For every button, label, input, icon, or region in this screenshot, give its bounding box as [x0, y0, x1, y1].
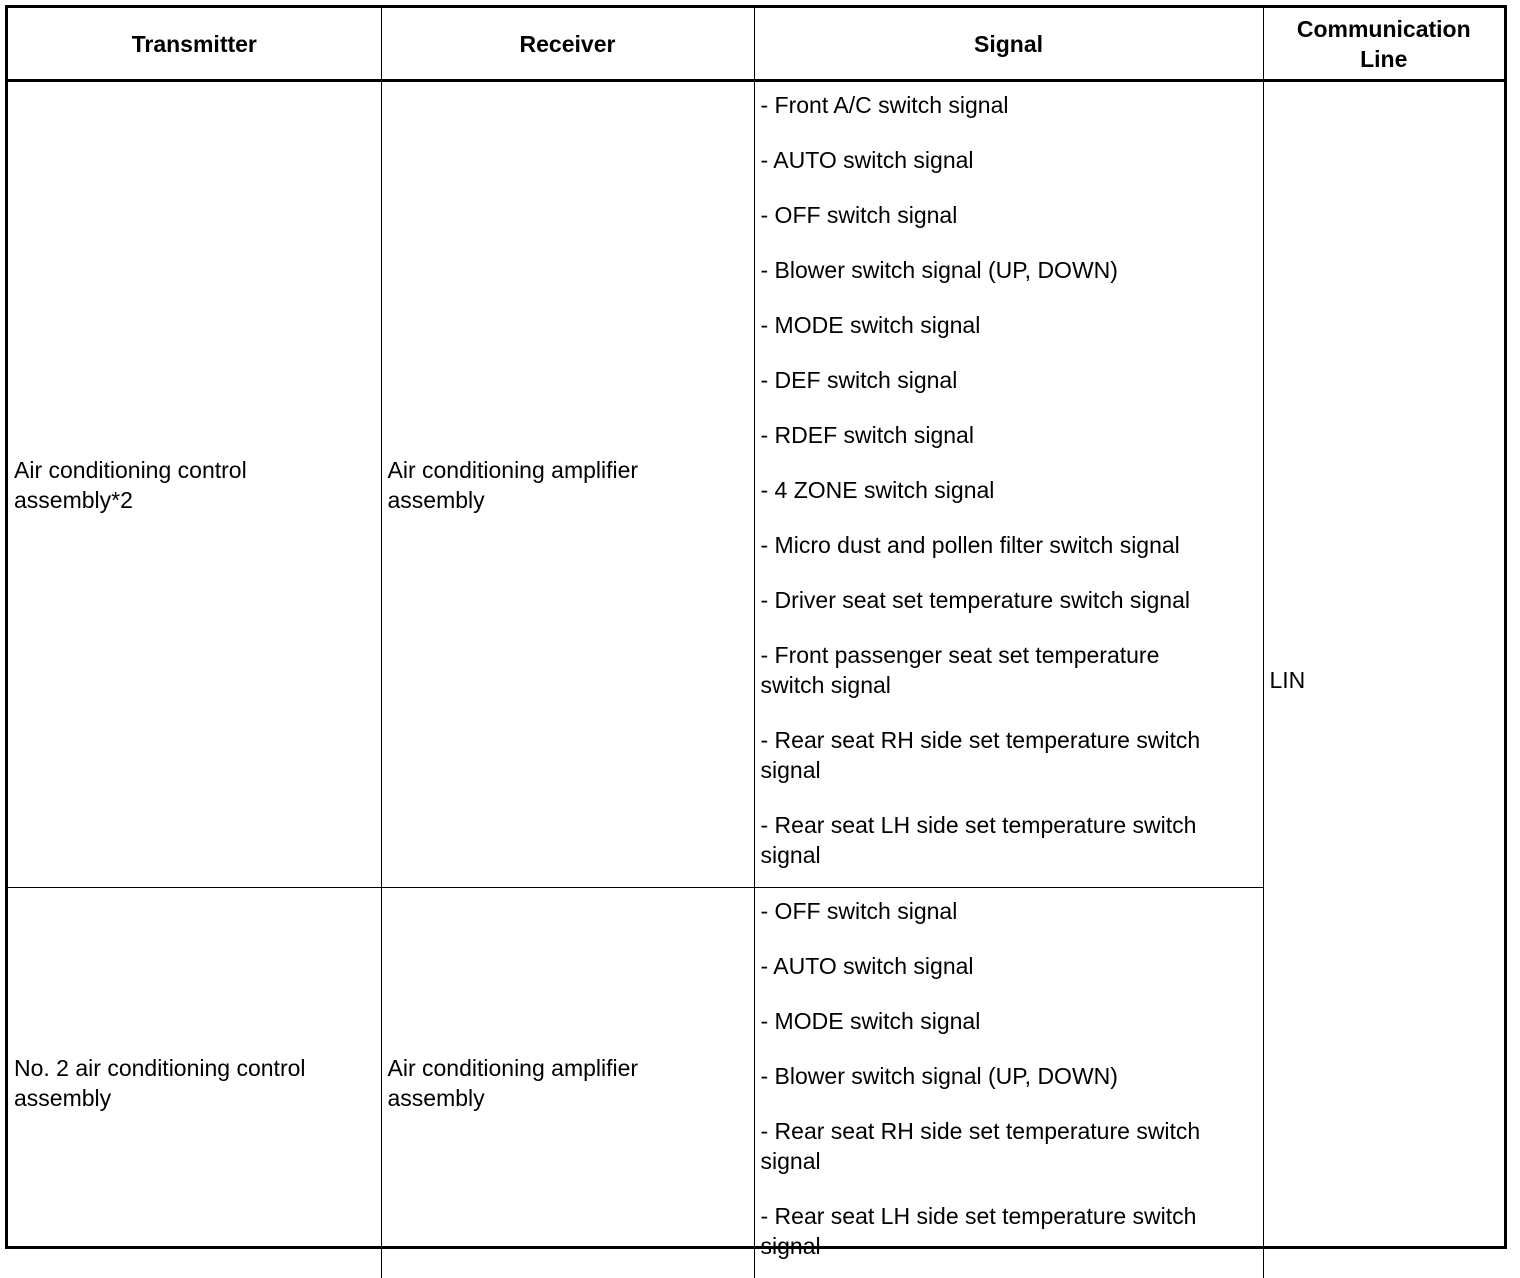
communication-table: [5, 5, 1507, 1249]
signal-item: - RDEF switch signal: [761, 412, 1257, 467]
signal-list: [761, 888, 1257, 1278]
signal-item: - Driver seat set temperature switch signal: [761, 577, 1257, 632]
signal-list: [761, 82, 1257, 887]
signal-item: - Front A/C switch signal: [761, 82, 1257, 137]
signal-item: - Front passenger seat set temperature switch signal: [761, 632, 1257, 717]
signal-item: - MODE switch signal: [761, 302, 1257, 357]
signal-cell: [754, 81, 1263, 888]
signal-cell: [754, 888, 1263, 1278]
signal-table: [8, 8, 1504, 1278]
signal-item: - Rear seat LH side set temperature switch signal: [761, 802, 1257, 887]
signal-item: - Blower switch signal (UP, DOWN): [761, 247, 1257, 302]
header-signal: Signal: [754, 8, 1263, 81]
signal-item: - Rear seat LH side set temperature switch signal: [761, 1193, 1257, 1278]
header-communication-line: Communication Line: [1263, 8, 1504, 81]
transmitter-cell: Air conditioning control assembly*2: [8, 81, 381, 888]
signal-item: - AUTO switch signal: [761, 137, 1257, 192]
signal-item: - OFF switch signal: [761, 192, 1257, 247]
header-receiver: Receiver: [381, 8, 754, 81]
table-row: [8, 81, 1504, 888]
receiver-cell: Air conditioning amplifier assembly: [381, 81, 754, 888]
communication-line-cell: LIN: [1263, 81, 1504, 1278]
signal-item: - OFF switch signal: [761, 888, 1257, 943]
header-transmitter: Transmitter: [8, 8, 381, 81]
signal-item: - DEF switch signal: [761, 357, 1257, 412]
signal-item: - Rear seat RH side set temperature switch signal: [761, 1108, 1257, 1193]
transmitter-cell: No. 2 air conditioning control assembly: [8, 888, 381, 1278]
signal-item: - AUTO switch signal: [761, 943, 1257, 998]
signal-item: - 4 ZONE switch signal: [761, 467, 1257, 522]
signal-item: - Blower switch signal (UP, DOWN): [761, 1053, 1257, 1108]
signal-item: - Micro dust and pollen filter switch signal: [761, 522, 1257, 577]
header-row: [8, 8, 1504, 81]
signal-item: - Rear seat RH side set temperature switch signal: [761, 717, 1257, 802]
receiver-cell: Air conditioning amplifier assembly: [381, 888, 754, 1278]
signal-item: - MODE switch signal: [761, 998, 1257, 1053]
